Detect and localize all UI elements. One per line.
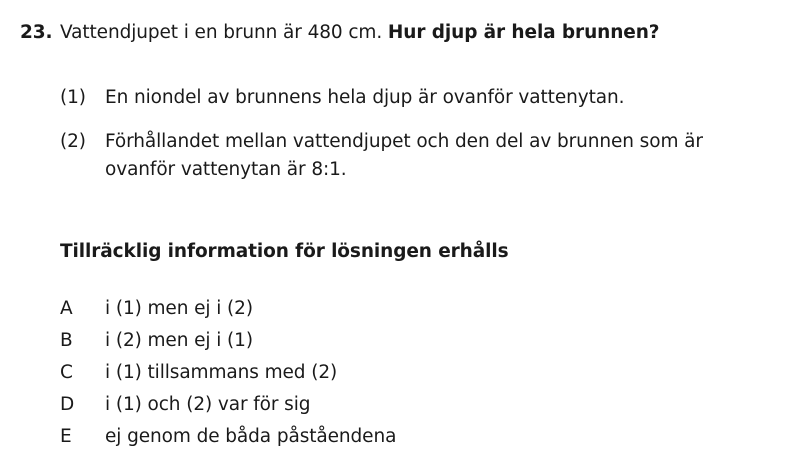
option-text: ej genom de båda påståendena xyxy=(105,426,397,447)
answer-subheading: Tillräcklig information för lösningen erhålls xyxy=(60,241,509,262)
option-text: i (1) men ej i (2) xyxy=(105,298,253,319)
option-letter: C xyxy=(60,362,73,383)
option-text: i (1) tillsammans med (2) xyxy=(105,362,338,383)
option-a[interactable] xyxy=(60,293,396,325)
question-number: 23. xyxy=(20,22,53,43)
option-letter: E xyxy=(60,426,72,447)
option-letter: B xyxy=(60,330,73,351)
statement-text: Förhållandet mellan vattendjupet och den del av brunnen som är ovanför vattenytan är 8:1. xyxy=(105,131,703,180)
option-text: i (1) och (2) var för sig xyxy=(105,394,311,415)
option-text: i (2) men ej i (1) xyxy=(105,330,253,351)
answer-options xyxy=(60,293,396,453)
option-b[interactable] xyxy=(60,325,396,357)
statement-text: En niondel av brunnens hela djup är ovanför vattenytan. xyxy=(105,87,625,108)
option-letter: D xyxy=(60,394,75,415)
option-e[interactable] xyxy=(60,421,396,453)
statement-label: (2) xyxy=(60,131,86,152)
option-letter: A xyxy=(60,298,73,319)
question-text: Vattendjupet i en brunn är 480 cm. xyxy=(60,22,383,43)
option-d[interactable] xyxy=(60,389,396,421)
statement-label: (1) xyxy=(60,87,86,108)
question-prompt: Hur djup är hela brunnen? xyxy=(387,22,660,43)
question-header xyxy=(20,22,659,43)
option-c[interactable] xyxy=(60,357,396,389)
